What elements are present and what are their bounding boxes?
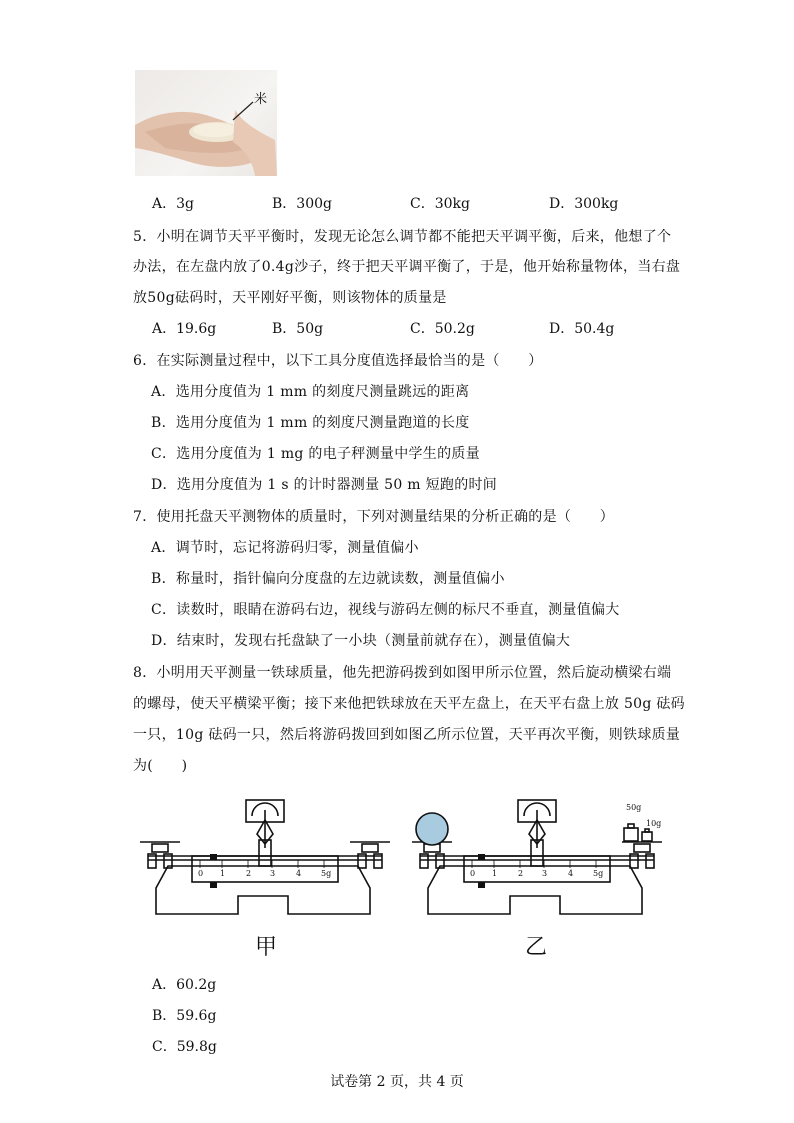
q8-stem-line-3: 一只，10g 砝码一只，然后将游码拨回到如图乙所示位置，天平再次平衡，则铁球质量: [133, 727, 681, 743]
rice-label: 米: [254, 92, 268, 107]
figure-label-yi: 乙: [525, 935, 548, 960]
tick-0: 0: [470, 869, 476, 878]
q7-stem: 7．使用托盘天平测物体的质量时，下列对测量结果的分析正确的是（ ）: [133, 509, 615, 525]
q8-stem-line-1: 8．小明用天平测量一铁球质量，他先把游码拨到如图甲所示位置，然后旋动横梁右端: [133, 665, 672, 681]
q4-option-c[interactable]: C．30kg: [410, 196, 470, 212]
q5-stem-line-2: 办法，在左盘内放了0.4g沙子，终于把天平调平衡了，于是，他开始称量物体，当右盘: [133, 259, 681, 275]
q5-option-d[interactable]: D．50.4g: [549, 321, 615, 337]
tick-1: 1: [220, 869, 226, 878]
tick-5: 5g: [321, 869, 332, 878]
tick-5: 5g: [593, 869, 604, 878]
weight-10g: [642, 832, 652, 841]
q6-option-d[interactable]: D．选用分度值为 1 s 的计时器测量 50 m 短跑的时间: [151, 477, 498, 493]
tick-4: 4: [296, 869, 302, 878]
rice-in-hands-photo: [135, 70, 277, 176]
q7-option-c[interactable]: C．读数时，眼睛在游码右边，视线与游码左侧的标尺不垂直，测量值偏大: [151, 602, 620, 618]
q8-stem-line-2: 的螺母，使天平横梁平衡；接下来他把铁球放在天平左盘上，在天平右盘上放 50g 砝码: [133, 696, 685, 712]
q6-option-a[interactable]: A．选用分度值为 1 mm 的刻度尺测量跳远的距离: [151, 384, 470, 400]
q6-option-b[interactable]: B．选用分度值为 1 mm 的刻度尺测量跑道的长度: [151, 415, 470, 431]
tick-2: 2: [518, 869, 524, 878]
rider-top: [478, 854, 485, 860]
tick-1: 1: [492, 869, 498, 878]
tick-4: 4: [568, 869, 574, 878]
rider-bottom: [478, 882, 485, 888]
balance-figure-yi: [410, 796, 664, 922]
hands-illustration: [135, 70, 277, 176]
q7-option-a[interactable]: A．调节时，忘记将游码归零，测量值偏小: [151, 540, 419, 556]
tick-0: 0: [198, 869, 204, 878]
q8-stem-line-4: 为( ): [133, 758, 188, 774]
q6-stem: 6．在实际测量过程中，以下工具分度值选择最恰当的是（ ）: [133, 353, 543, 369]
page-footer: 试卷第 2 页，共 4 页: [330, 1074, 464, 1090]
q5-option-a[interactable]: A．19.6g: [152, 321, 217, 337]
q8-option-c[interactable]: C．59.8g: [152, 1039, 217, 1055]
q5-stem-line-3: 放50g砝码时，天平刚好平衡，则该物体的质量是: [133, 290, 447, 306]
tick-3: 3: [542, 869, 548, 878]
figure-label-jia: 甲: [255, 935, 278, 960]
rider-top: [210, 854, 217, 860]
weight-50g: [624, 828, 638, 841]
tick-3: 3: [270, 869, 276, 878]
q5-stem-line-1: 5．小明在调节天平平衡时，发现无论怎么调节都不能把天平调平衡，后来，他想了个: [133, 229, 672, 245]
q4-option-a[interactable]: A．3g: [152, 196, 194, 212]
weight-label-50g: 50g: [626, 803, 642, 812]
q7-option-b[interactable]: B．称量时，指针偏向分度盘的左边就读数，测量值偏小: [151, 571, 505, 587]
tick-2: 2: [246, 869, 252, 878]
weight-label-10g: 10g: [646, 819, 662, 828]
q8-option-a[interactable]: A．60.2g: [152, 977, 217, 993]
rider-bottom: [210, 882, 217, 888]
q5-option-b[interactable]: B．50g: [272, 321, 324, 337]
balance-figure-jia: [138, 796, 392, 922]
q6-option-c[interactable]: C．选用分度值为 1 mg 的电子秤测量中学生的质量: [151, 446, 481, 462]
iron-ball: [416, 813, 448, 845]
q7-option-d[interactable]: D．结束时，发现右托盘缺了一小块（测量前就存在），测量值偏大: [151, 633, 571, 649]
q4-option-b[interactable]: B．300g: [272, 196, 332, 212]
q4-option-d[interactable]: D．300kg: [549, 196, 619, 212]
q8-option-b[interactable]: B．59.6g: [152, 1008, 217, 1024]
q5-option-c[interactable]: C．50.2g: [410, 321, 475, 337]
